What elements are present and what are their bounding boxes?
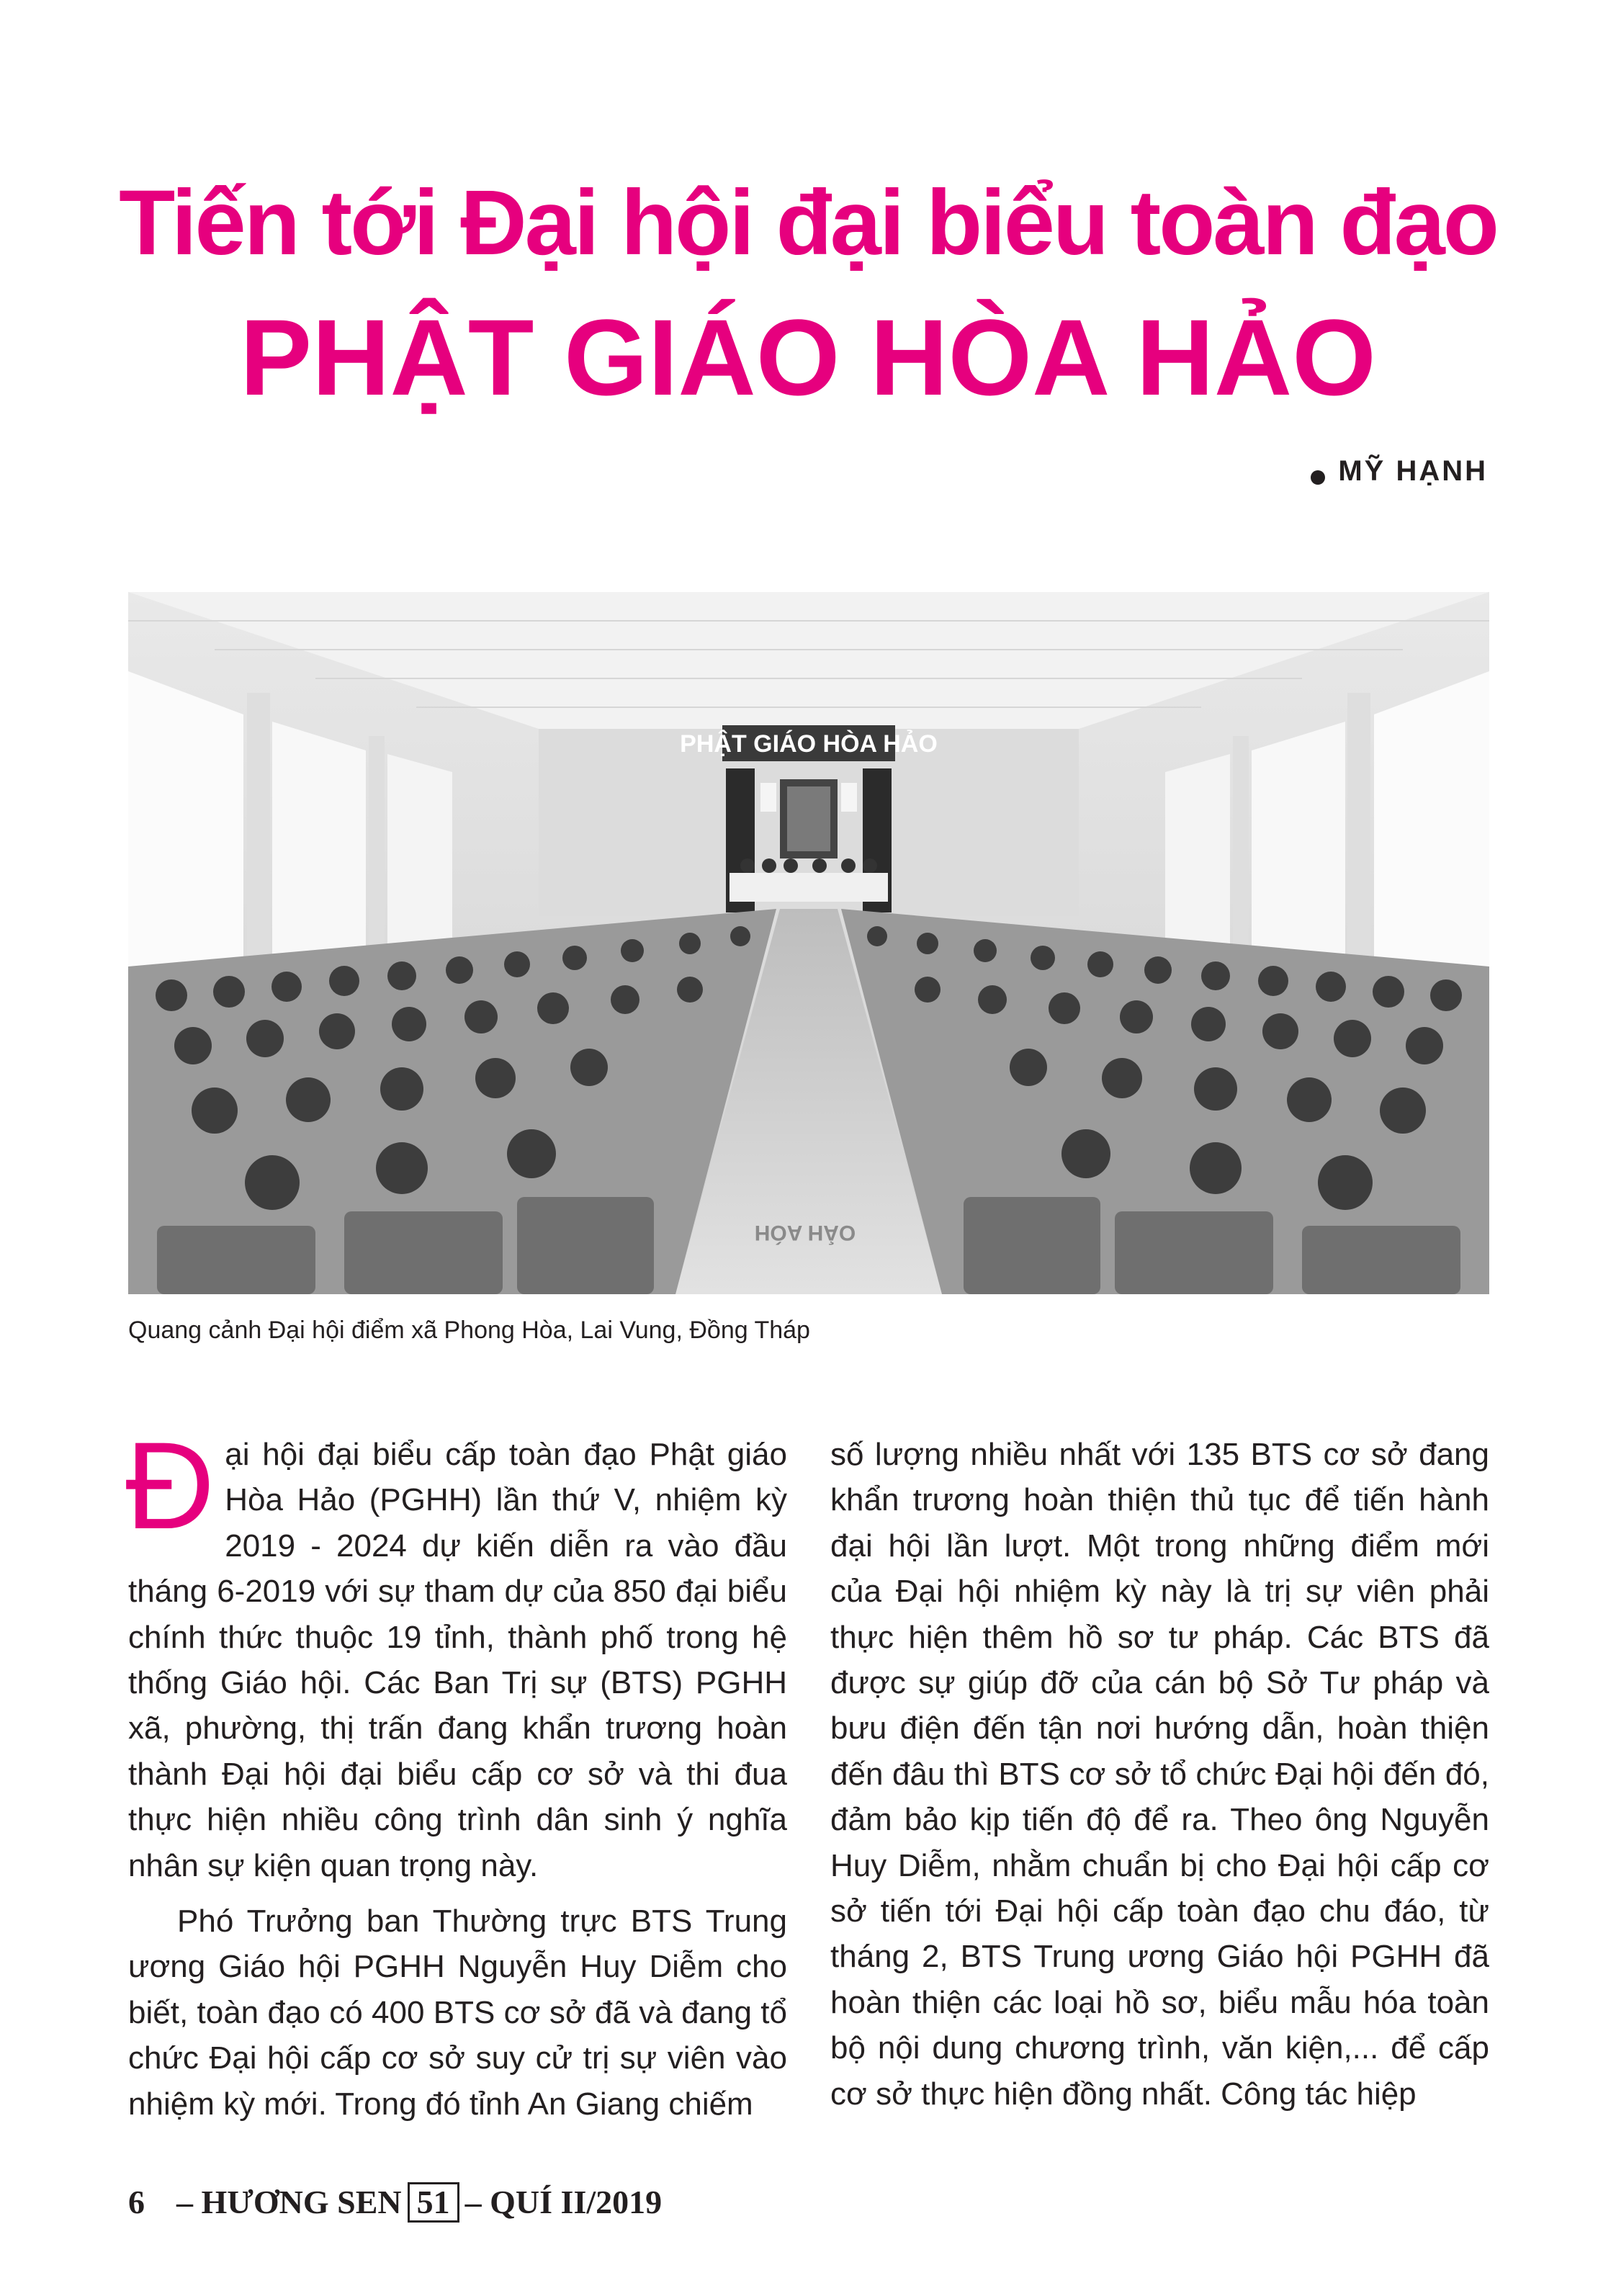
photo-caption: Quang cảnh Đại hội điểm xã Phong Hòa, Lai Vung, Đồng Tháp bbox=[128, 1317, 810, 1344]
article-title-line1: Tiến tới Đại hội đại biểu toàn đạo bbox=[119, 171, 1497, 274]
article-column-right bbox=[830, 1432, 1489, 2117]
paragraph-intro bbox=[125, 1417, 787, 1888]
conference-hall-photo bbox=[128, 592, 1489, 1294]
bullet-icon bbox=[1311, 470, 1325, 485]
paragraph-2: Phó Trưởng ban Thường trực BTS Trung ương Giáo hội PGHH Nguyễn Huy Diễm cho biết, toàn đạo có 400 BTS cơ sở đã và đang tổ chức Đại hội cấp cơ sở suy cử trị sự viên vào nhiệm kỳ mới. Trong đó tỉnh An Giang chiếm bbox=[128, 1903, 787, 2122]
page-footer bbox=[128, 2182, 662, 2223]
magazine-name: – HƯƠNG SEN bbox=[176, 2184, 402, 2220]
author-name: MỸ HẠNH bbox=[1338, 455, 1488, 487]
drop-cap: Đ bbox=[125, 1417, 215, 1555]
page-number: 6 bbox=[128, 2184, 145, 2220]
article-photo bbox=[128, 592, 1489, 1294]
paragraph-continued: số lượng nhiều nhất với 135 BTS cơ sở đang khẩn trương hoàn thiện thủ tục để tiến hành đại hội lần lượt. Một trong những điểm mới của Đại hội nhiệm kỳ này là trị sự viên phải thực hiện thêm hồ sơ tư pháp. Các BTS đã được sự giúp đỡ của cán bộ Sở Tư pháp và bưu điện đến tận nơi hướng dẫn, hoàn thiện đến đâu thì BTS cơ sở tổ chức Đại hội đến đó, đảm bảo kịp tiến độ để ra. Theo ông Nguyễn Huy Diễm, nhằm chuẩn bị cho Đại hội cấp cơ sở tiến tới Đại hội cấp toàn đạo chu đáo, từ tháng 2, BTS Trung ương Giáo hội PGHH đã hoàn thiện các loại hồ sơ, biểu mẫu hóa toàn bộ nội dung chương trình, văn kiện,... để cấp cơ sở thực hiện đồng nhất. Công tác hiệp bbox=[830, 1437, 1489, 2112]
article-column-left bbox=[125, 1417, 787, 2127]
hall-banner-text: PHẬT GIÁO HÒA HẢO bbox=[680, 730, 938, 758]
author-byline bbox=[1311, 455, 1488, 488]
paragraph-intro-text: ại hội đại biểu cấp toàn đạo Phật giáo Hòa Hảo (PGHH) lần thứ V, nhiệm kỳ 2019 - 2024 dự kiến diễn ra vào đầu tháng 6-2019 với sự tham dự của 850 đại biểu chính thức thuộc 19 tỉnh, thành phố trong hệ thống Giáo hội. Các Ban Trị sự (BTS) PGHH xã, phường, thị trấn đang khẩn trương hoàn thành Đại hội đại biểu cấp cơ sở và thi đua thực hiện nhiều công trình dân sinh ý nghĩa nhân sự kiện quan trọng này. bbox=[128, 1437, 787, 1883]
issue-number-box: 51 bbox=[408, 2182, 459, 2223]
article-title-line2: PHẬT GIÁO HÒA HẢO bbox=[240, 297, 1376, 418]
issue-period: – QUÍ II/2019 bbox=[464, 2184, 663, 2220]
floor-reflection-text: HÒA HẢO bbox=[754, 1221, 856, 1245]
